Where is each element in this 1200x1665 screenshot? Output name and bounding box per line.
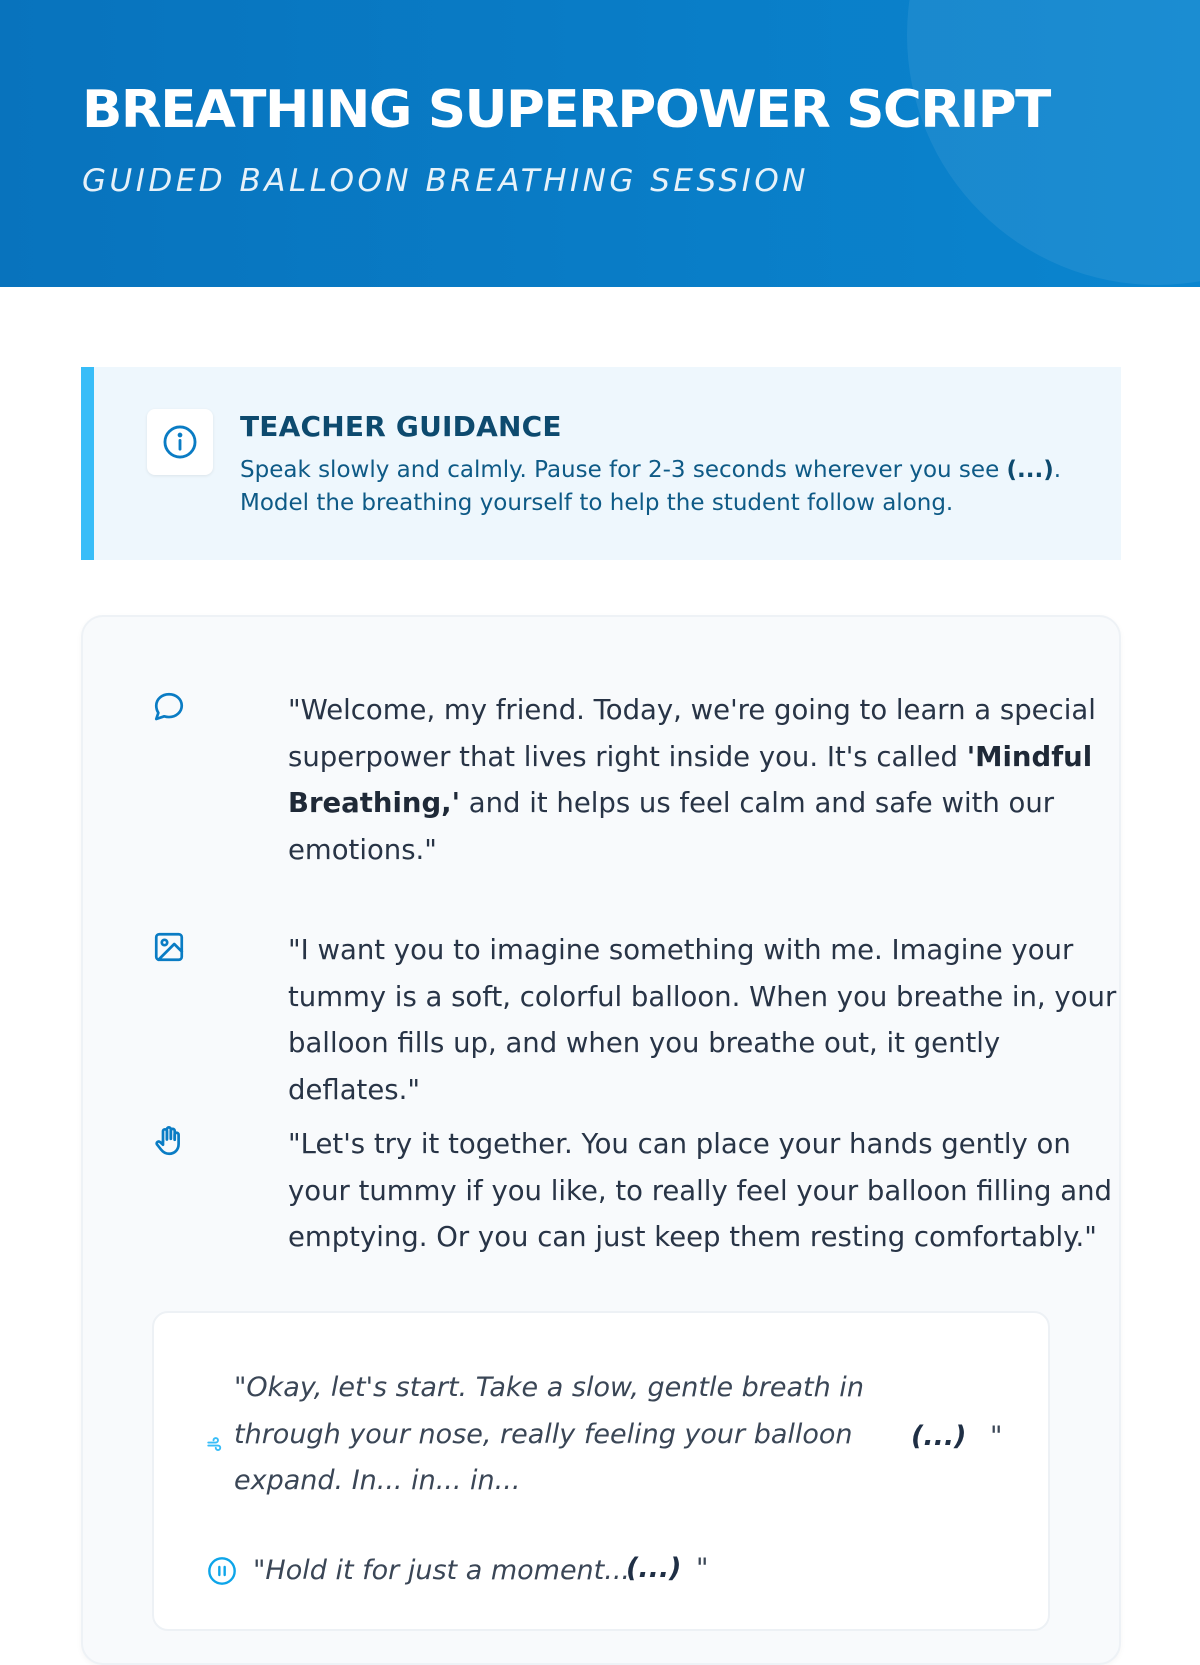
breath-step-hold: [206, 1543, 1006, 1593]
pause-icon: [206, 1555, 238, 1587]
pause-marker: (...): [626, 1553, 682, 1584]
page-subtitle: GUIDED BALLOON BREATHING SESSION: [82, 163, 809, 199]
guidance-text-part: . Model the breathing yourself to help the student follow along.: [240, 457, 1062, 516]
page-title: BREATHING SUPERPOWER SCRIPT: [82, 80, 1050, 140]
page-header: [0, 0, 1200, 287]
breath-steps-box: [152, 1311, 1050, 1631]
breath-step-text: "Okay, let's start. Take a slow, gentle breath in through your nose, really feeling your balloon expand. In... in... in...: [234, 1372, 864, 1496]
guidance-text: [240, 454, 1120, 520]
pause-marker: (...): [911, 1421, 967, 1452]
emphasis-mindful-breathing: 'Mindful Breathing,': [288, 740, 1093, 819]
breath-step-inhale: [206, 1365, 1006, 1515]
speech-bubble-icon: [151, 689, 187, 725]
pause-marker: (...): [1006, 457, 1054, 483]
hand-icon: [151, 1123, 187, 1159]
guidance-text-part: Speak slowly and calmly. Pause for 2-3 seconds wherever you see: [240, 457, 1007, 483]
image-icon: [151, 929, 187, 965]
script-line-text: "Let's try it together. You can place your hands gently on your tummy if you like, to really feel your balloon filling and emptying. Or you can just keep them resting comfortably.": [288, 1128, 1112, 1253]
closing-quote: ": [696, 1553, 709, 1584]
breath-step-text: "Hold it for just a moment...: [253, 1555, 630, 1586]
script-line-text: "I want you to imagine something with me. Imagine your tummy is a soft, colorful balloon. When you breathe in, your balloon fills up, and when you breathe out, it gently deflates.": [288, 934, 1117, 1106]
info-icon: [147, 409, 213, 475]
header-decorative-circle: [907, 0, 1200, 285]
wind-icon: [206, 1435, 224, 1453]
script-line-text: [288, 687, 1118, 873]
line-text-part: "Welcome, my friend. Today, we're going to learn a special superpower that lives right inside you. It's called: [288, 694, 1096, 773]
line-text-part: and it helps us feel calm and safe with our emotions.": [288, 787, 1055, 866]
teacher-guidance-callout: [81, 367, 1121, 560]
guidance-title: TEACHER GUIDANCE: [240, 410, 562, 443]
closing-quote: ": [990, 1421, 1003, 1452]
